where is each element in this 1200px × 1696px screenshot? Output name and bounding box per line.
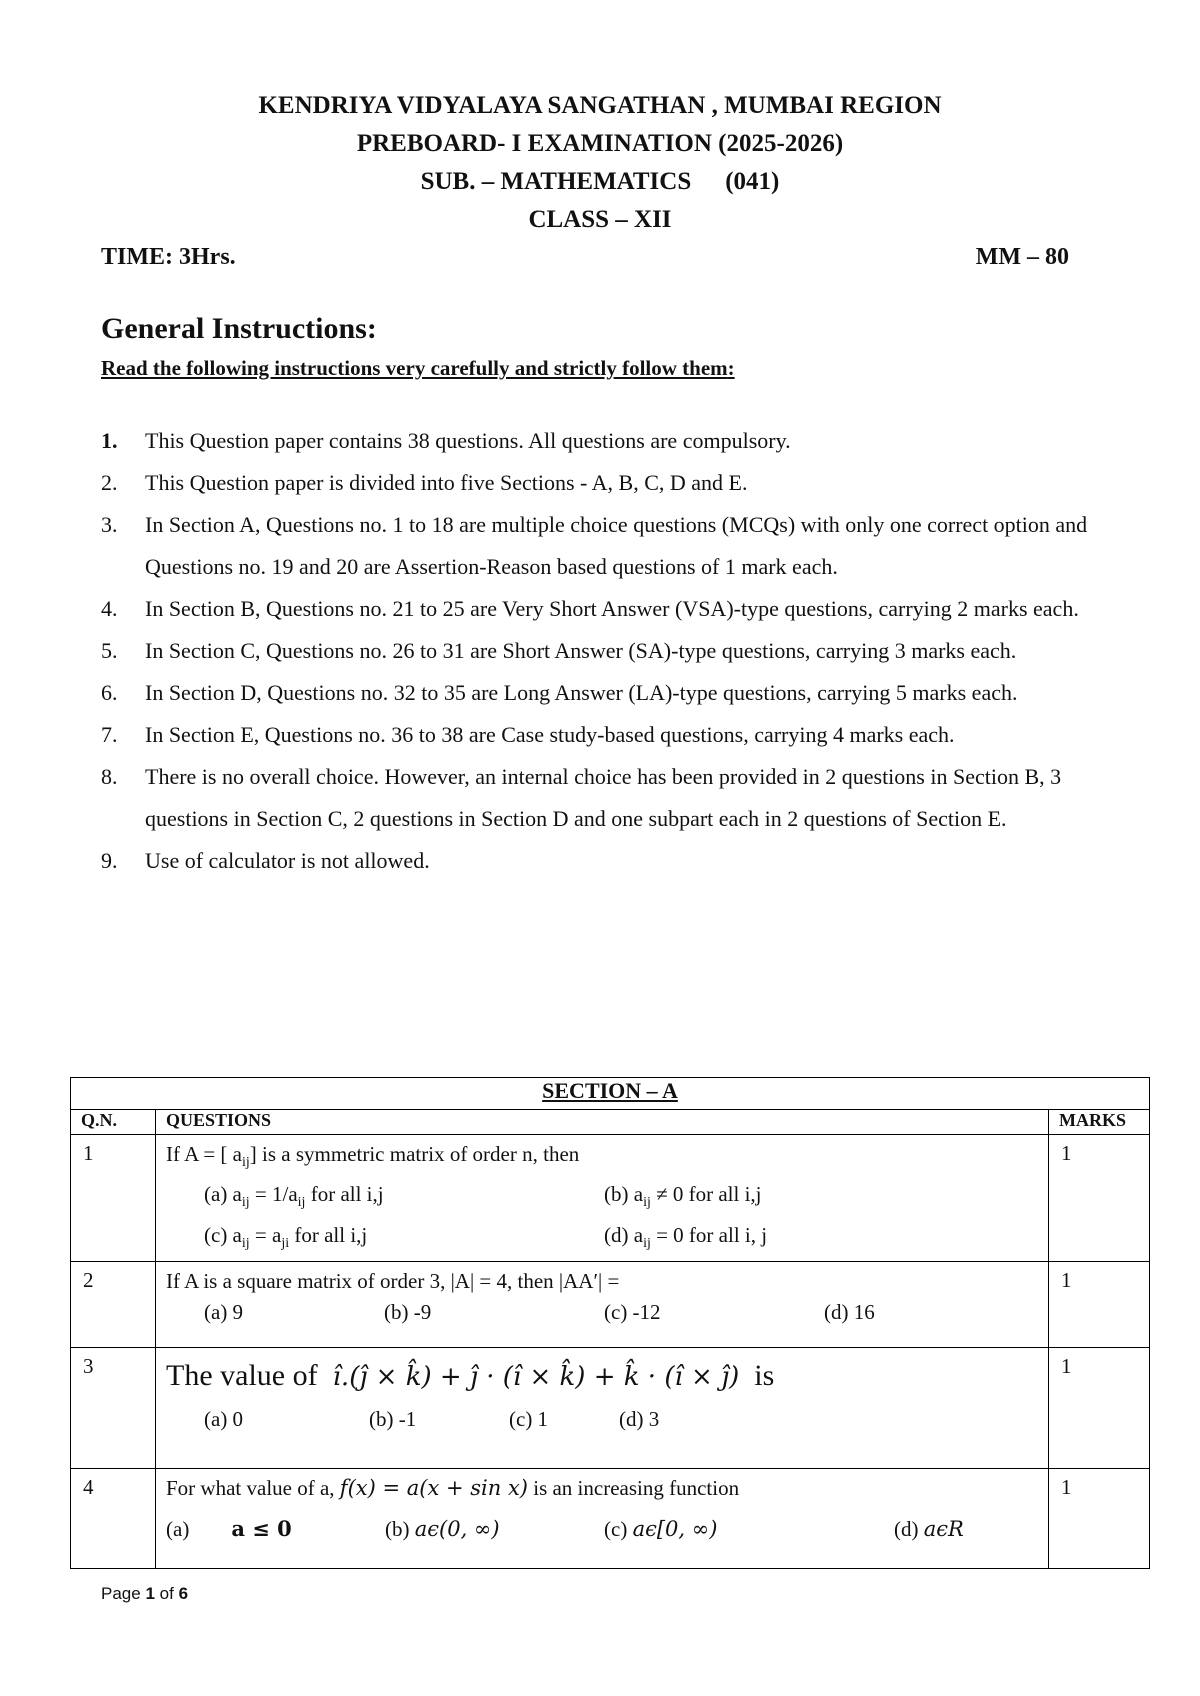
- subject-name: SUB. – MATHEMATICS: [420, 168, 692, 195]
- instruction-text: In Section B, Questions no. 21 to 25 are Very Short Answer (VSA)-type questions, carrying 2 marks each.: [145, 596, 1079, 621]
- options-row: [166, 1503, 1038, 1545]
- option-math: aϵ[0, ∞): [632, 1516, 718, 1541]
- option-label: (a) a: [204, 1182, 242, 1207]
- stem-subscript: ij: [242, 1155, 250, 1171]
- question-stem: [166, 1469, 1038, 1503]
- option-label: (a): [166, 1516, 190, 1541]
- option-c: (c) 1: [509, 1406, 549, 1431]
- stem-suffix: is: [754, 1358, 775, 1392]
- option-subscript: ij: [643, 1195, 651, 1211]
- option-subscript: ij: [241, 1236, 250, 1252]
- instructions-subtitle: [101, 356, 735, 381]
- subject-code: (041): [725, 168, 780, 195]
- instruction-text: In Section E, Questions no. 36 to 38 are Case study-based questions, carrying 4 marks each.: [145, 722, 955, 747]
- stem-prefix: For what value of a,: [166, 1475, 335, 1500]
- option-d: [604, 1219, 767, 1260]
- section-title-cell: [71, 1078, 1150, 1110]
- option-label: (d): [894, 1516, 919, 1541]
- column-header-marks: MARKS: [1049, 1110, 1150, 1135]
- question-marks: 1: [1049, 1135, 1150, 1262]
- instruction-number: 6.: [101, 680, 118, 705]
- question-marks: 1: [1049, 1261, 1150, 1347]
- table-row: [71, 1468, 1150, 1568]
- option-text: = 1/a: [249, 1182, 298, 1207]
- instruction-number: 8.: [101, 764, 118, 789]
- exam-title: PREBOARD- I EXAMINATION (2025-2026): [356, 130, 844, 157]
- question-stem: [166, 1135, 1038, 1178]
- instruction-text: This Question paper is divided into five Sections - A, B, C, D and E.: [145, 470, 748, 495]
- instruction-item: [101, 714, 1101, 756]
- school-name: KENDRIYA VIDYALAYA SANGATHAN , MUMBAI REGION: [258, 92, 942, 119]
- stem-part: ] is a symmetric matrix of order n, then: [249, 1142, 580, 1166]
- question-number: 1: [71, 1135, 156, 1262]
- instruction-text: In Section D, Questions no. 32 to 35 are Long Answer (LA)-type questions, carrying 5 marks each.: [145, 680, 1018, 705]
- stem-suffix: is an increasing function: [533, 1475, 740, 1500]
- instruction-item: [101, 756, 1101, 840]
- section-title-row: [71, 1078, 1150, 1110]
- option-math: aϵ(0, ∞): [414, 1516, 500, 1541]
- option-d: (d) 3: [619, 1406, 660, 1431]
- table-row: [71, 1347, 1150, 1468]
- option-label: (c): [604, 1516, 628, 1541]
- options-row: [166, 1219, 1038, 1260]
- instruction-item: [101, 630, 1101, 672]
- option-a: (a) 9: [204, 1299, 244, 1324]
- instruction-text: In Section A, Questions no. 1 to 18 are multiple choice questions (MCQs) with only one correct option and Questions no. 19 and 20 are Assertion-Reason based questions of 1 mark each.: [145, 512, 1088, 579]
- question-cell: [156, 1347, 1049, 1468]
- instructions-title: General Instructions:: [101, 312, 377, 345]
- options-row: [166, 1178, 1038, 1219]
- instruction-item: [101, 840, 1101, 882]
- option-b: (b) -9: [384, 1299, 432, 1324]
- time-allowed: TIME: 3Hrs.: [101, 244, 236, 270]
- option-d: [894, 1513, 964, 1545]
- stem-prefix: The value of: [166, 1358, 318, 1392]
- instruction-number: 4.: [101, 596, 118, 621]
- question-number: 2: [71, 1261, 156, 1347]
- subject-line: [0, 168, 1200, 196]
- instruction-number: 5.: [101, 638, 118, 663]
- question-cell: [156, 1135, 1049, 1262]
- instruction-number: 3.: [101, 512, 118, 537]
- instructions-list: [101, 420, 1101, 882]
- page-footer: [101, 1584, 188, 1604]
- column-header-questions: QUESTIONS: [156, 1110, 1049, 1135]
- option-c: [204, 1219, 604, 1260]
- question-marks: 1: [1049, 1468, 1150, 1568]
- option-math: a ≤ 0: [231, 1515, 292, 1541]
- question-number: 3: [71, 1347, 156, 1468]
- option-subscript: ij: [643, 1236, 651, 1252]
- option-a: (a) 0: [204, 1406, 244, 1431]
- option-subscript: ij: [241, 1195, 250, 1211]
- option-subscript: ij: [297, 1195, 306, 1211]
- question-stem: If A is a square matrix of order 3, |A| = 4, then |AA′| =: [166, 1268, 620, 1293]
- page-of-label: of: [159, 1584, 174, 1603]
- option-text: = 0 for all i, j: [650, 1223, 768, 1248]
- question-cell: [156, 1261, 1049, 1347]
- stem-math: î.(ĵ × k̂) + ĵ · (î × k̂) + k̂ · (î × ĵ): [332, 1361, 740, 1392]
- page-label: Page: [101, 1584, 141, 1603]
- stem-math: f(x) = a(x + sin x): [339, 1475, 528, 1500]
- instruction-number: 2.: [101, 470, 118, 495]
- instructions-subtitle-colon: :: [727, 356, 735, 380]
- question-number: 4: [71, 1468, 156, 1568]
- instruction-number: 7.: [101, 722, 118, 747]
- page-number: 1: [145, 1584, 155, 1603]
- option-c: (c) -12: [604, 1299, 661, 1324]
- instruction-text: There is no overall choice. However, an internal choice has been provided in 2 questions in Section B, 3 questions in Section C, 2 questions in Section D and one subpart each in 2 questions of Section E.: [145, 764, 1062, 831]
- option-c: [604, 1513, 894, 1545]
- option-b: [604, 1178, 762, 1219]
- option-text: = a: [249, 1223, 282, 1248]
- option-math: aϵR: [923, 1516, 964, 1541]
- option-text: ≠ 0 for all i,j: [650, 1182, 762, 1207]
- instruction-text: Use of calculator is not allowed.: [145, 848, 430, 873]
- instruction-item: [101, 588, 1101, 630]
- option-d: (d) 16: [824, 1299, 875, 1324]
- instruction-number: 9.: [101, 848, 118, 873]
- instruction-item: [101, 504, 1101, 588]
- option-a: [166, 1513, 385, 1545]
- instruction-item: [101, 462, 1101, 504]
- instructions-subtitle-text: Read the following instructions very carefully and strictly follow them: [101, 356, 728, 380]
- maximum-marks: MM – 80: [975, 244, 1069, 270]
- option-label: (b): [385, 1516, 410, 1541]
- section-title: SECTION – A: [542, 1078, 678, 1103]
- table-header-row: [71, 1110, 1150, 1135]
- stem-part: If A = [ a: [166, 1142, 242, 1166]
- option-subscript: ji: [281, 1236, 290, 1252]
- instruction-text: This Question paper contains 38 questions. All questions are compulsory.: [145, 428, 791, 453]
- question-cell: [156, 1468, 1049, 1568]
- options-row: [166, 1399, 1038, 1435]
- question-marks: 1: [1049, 1347, 1150, 1468]
- option-label: (d) a: [604, 1223, 644, 1248]
- option-b: [385, 1513, 604, 1545]
- class-line: CLASS – XII: [528, 206, 672, 233]
- option-text: for all i,j: [305, 1182, 384, 1207]
- instruction-item: [101, 420, 1101, 462]
- section-a-table: [70, 1077, 1150, 1569]
- option-label: (b) a: [604, 1182, 644, 1207]
- table-row: [71, 1261, 1150, 1347]
- column-header-qn: Q.N.: [71, 1110, 156, 1135]
- page-total: 6: [178, 1584, 189, 1603]
- question-stem: [166, 1348, 1038, 1399]
- instruction-number: 1.: [101, 428, 118, 453]
- option-b: (b) -1: [369, 1406, 417, 1431]
- instruction-text: In Section C, Questions no. 26 to 31 are Short Answer (SA)-type questions, carrying 3 marks each.: [145, 638, 1017, 663]
- option-text: for all i,j: [289, 1223, 368, 1248]
- instruction-item: [101, 672, 1101, 714]
- option-label: (c) a: [204, 1223, 242, 1248]
- option-a: [204, 1178, 604, 1219]
- options-row: [166, 1296, 1038, 1328]
- table-row: [71, 1135, 1150, 1262]
